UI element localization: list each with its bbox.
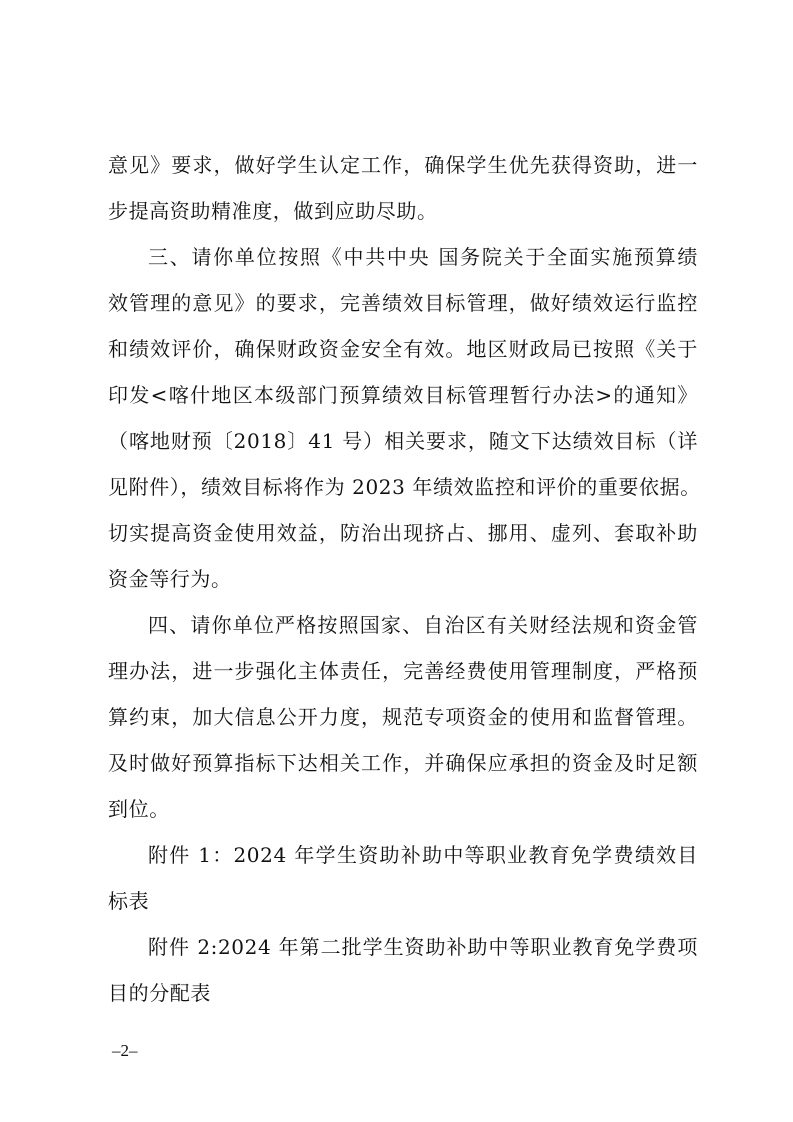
text-line: 步提高资助精准度，做到应助尽助。 — [108, 199, 438, 223]
attachment-1-start: 附件 1：2024 年学生资助补助中等职业教育免学费绩效目 — [148, 843, 698, 867]
text-line: 切实提高资金使用效益，防治出现挤占、挪用、虚列、套取补助 — [108, 521, 698, 545]
text-line: 及时做好预算指标下达相关工作，并确保应承担的资金及时足额 — [108, 751, 698, 775]
page-number: –2– — [112, 1041, 138, 1060]
text-line: 见附件），绩效目标将作为 2023 年绩效监控和评价的重要依据。 — [108, 475, 701, 499]
text-line: 目的分配表 — [108, 981, 211, 1005]
text-line: 效管理的意见》的要求，完善绩效目标管理，做好绩效运行监控 — [108, 291, 698, 315]
text-line: 算约束，加大信息公开力度，规范专项资金的使用和监督管理。 — [108, 705, 698, 729]
attachment-2-start: 附件 2:2024 年第二批学生资助补助中等职业教育免学费项 — [148, 935, 698, 959]
text-line: 到位。 — [108, 797, 170, 821]
text-line: 和绩效评价，确保财政资金安全有效。地区财政局已按照《关于 — [108, 337, 698, 361]
paragraph-three-start: 三、请你单位按照《中共中央 国务院关于全面实施预算绩 — [148, 245, 698, 269]
text-line: 意见》要求，做好学生认定工作，确保学生优先获得资助，进一 — [108, 153, 698, 177]
text-line: 理办法，进一步强化主体责任，完善经费使用管理制度，严格预 — [108, 659, 698, 683]
text-line: （喀地财预〔2018〕41 号）相关要求，随文下达绩效目标（详 — [108, 429, 698, 453]
text-line: 印发<喀什地区本级部门预算绩效目标管理暂行办法>的通知》 — [108, 383, 698, 407]
body-text — [108, 142, 701, 1016]
paragraph-four-start: 四、请你单位严格按照国家、自治区有关财经法规和资金管 — [148, 613, 698, 637]
text-line: 资金等行为。 — [108, 567, 232, 591]
text-line: 标表 — [108, 889, 150, 913]
